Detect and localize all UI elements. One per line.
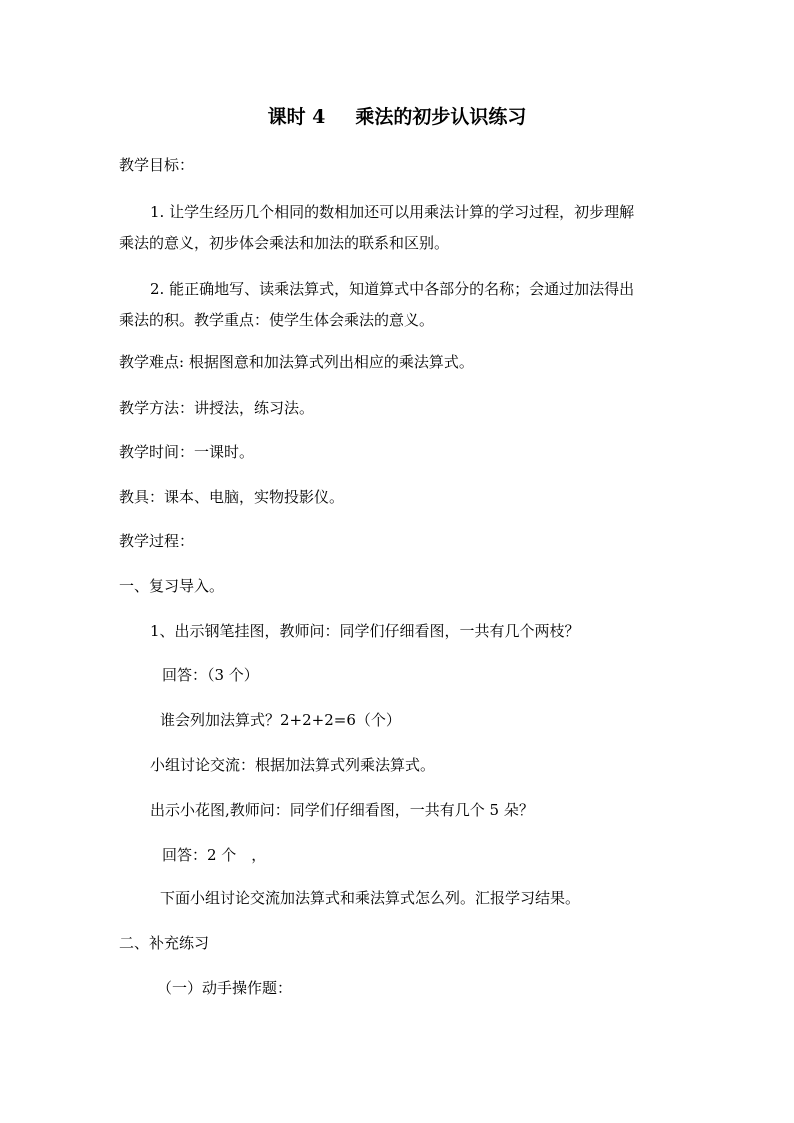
group-report: 下面小组讨论交流加法算式和乘法算式怎么列。汇报学习结果。 (160, 889, 581, 907)
item-1: 1、出示钢笔挂图，教师问：同学们仔细看图，一共有几个两枝？ (150, 622, 580, 640)
teaching-time: 教学时间：一课时。 (119, 443, 255, 461)
objective-2-line-1: 2. 能正确地写、读乘法算式，知道算式中各部分的名称；会通过加法得出 (150, 280, 635, 298)
objective-1-line-1: 1. 让学生经历几个相同的数相加还可以用乘法计算的学习过程，初步理解 (150, 203, 635, 221)
lesson-number: 课时 4 (267, 106, 326, 128)
answer-2: 回答：2 个 ， (162, 846, 267, 864)
teaching-process: 教学过程： (119, 532, 195, 550)
section-2-heading: 二、补充练习 (119, 934, 210, 952)
page-title (0, 104, 794, 130)
teaching-difficulty: 教学难点: 根据图意和加法算式列出相应的乘法算式。 (119, 353, 474, 371)
objective-2-line-2: 乘法的积。教学重点：使学生体会乘法的意义。 (119, 311, 435, 329)
section-1-heading: 一、复习导入。 (119, 577, 225, 595)
group-discussion: 小组讨论交流：根据加法算式列乘法算式。 (150, 756, 436, 774)
teaching-tools: 教具：课本、电脑，实物投影仪。 (119, 488, 345, 506)
flower-question: 出示小花图,教师问：同学们仔细看图，一共有几个 5 朵？ (150, 801, 534, 819)
objectives-heading: 教学目标： (119, 156, 195, 174)
objective-1-line-2: 乘法的意义，初步体会乘法和加法的联系和区别。 (119, 234, 450, 252)
lesson-topic: 乘法的初步认识练习 (355, 106, 527, 128)
subsection-1-heading: （一）动手操作题： (157, 979, 293, 997)
addition-question: 谁会列加法算式？2+2+2=6（个） (160, 711, 401, 729)
answer-1: 回答：（3 个） (162, 666, 259, 684)
teaching-method: 教学方法：讲授法，练习法。 (119, 399, 315, 417)
